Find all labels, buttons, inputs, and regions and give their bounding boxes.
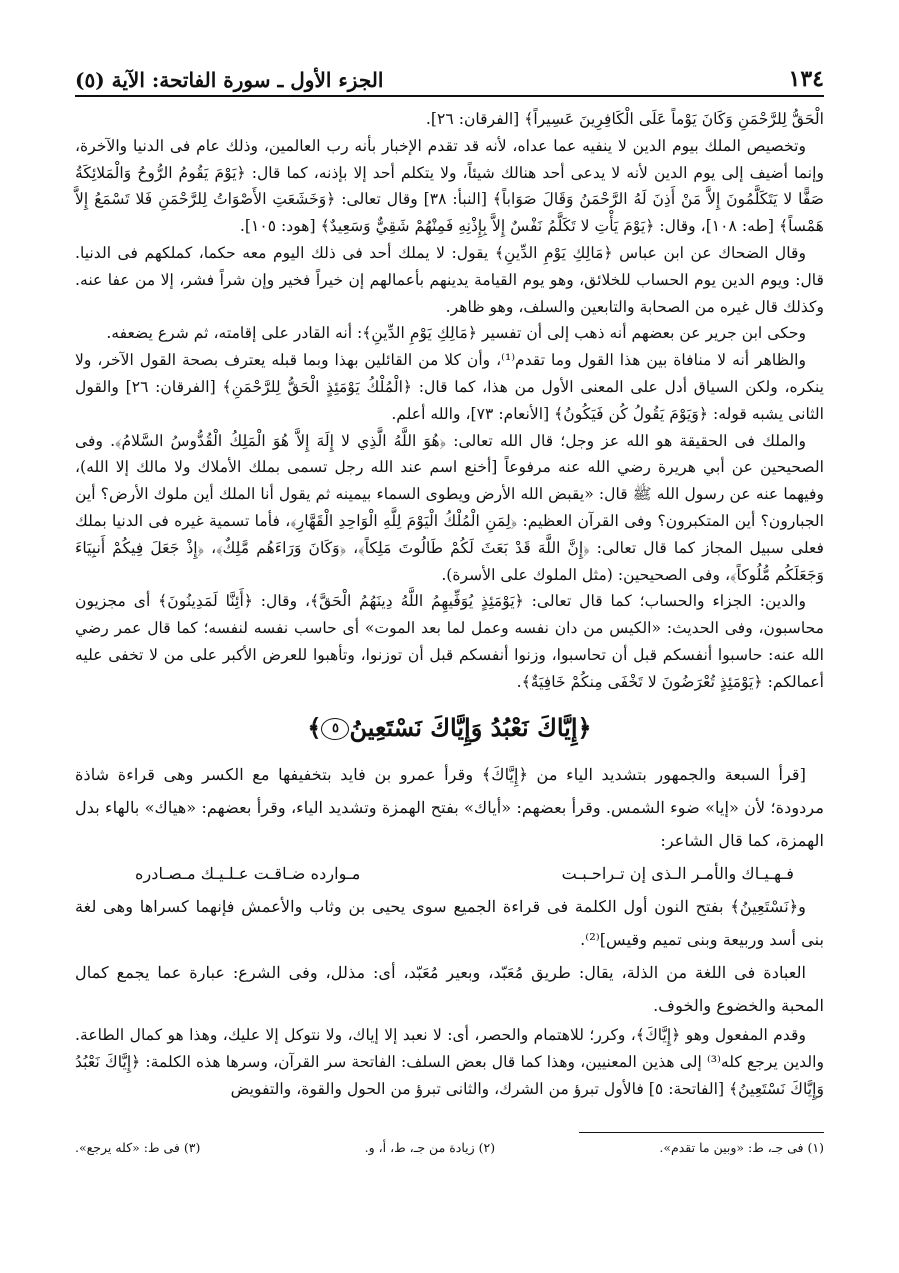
running-title: الجزء الأول ـ سورة الفاتحة: الآية (٥): [75, 68, 384, 92]
footnote-1: (١) فى جـ، ط: «وبين ما تقدم».: [659, 1140, 824, 1155]
paragraph: [قرأ السبعة والجمهور بتشديد الياء من ﴿إِيَّاكَ﴾ وقرأ عمرو بن فايد بتخفيفها مع الكسر وهى قراءة شاذة مردودة؛ لأن «إيا» ضوء الشمس. وقرأ بعضهم: «أياك» بفتح الهمزة وتشديد الياء، وقرأ بعضهم: «هياك» بالهاء بدل الهمزة، كما قال الشاعر:: [75, 764, 824, 850]
verse-number: ٥: [321, 718, 349, 740]
paragraph: والظاهر أنه لا منافاة بين هذا القول وما تقدم⁽¹⁾، وأن كلا من القائلين بهذا وبما قبله يعترف بصحة القول الآخر، ولا ينكره، ولكن السياق أدل على المعنى الأول من هذا، كما قال: ﴿الْمُلْكُ يَوْمَئِذٍ الْحَقُّ لِلرَّحْمَنِ﴾ [الفرقان: ٢٦] والقول الثانى يشبه قوله: ﴿وَيَوْمَ يَقُولُ كُن فَيَكُونُ﴾ [الأنعام: ٧٣]، والله أعلم.: [75, 351, 824, 423]
footnotes: [75, 1140, 824, 1155]
page-number: ١٣٤: [788, 66, 824, 92]
footnote-2: (٢) زيادة من جـ، ط، أ، و.: [364, 1140, 496, 1155]
commentary-section: [75, 758, 824, 1022]
poetry-verse: [75, 857, 824, 890]
verse-heading: [75, 710, 824, 746]
verse-close-bracket: ﴾: [307, 712, 322, 742]
verse-text: ﴿إِيَّاكَ نَعْبُدُ وَإِيَّاكَ نَسْتَعِينُ: [349, 712, 592, 742]
footnote-divider: [579, 1132, 824, 1133]
paragraph: والدين: الجزاء والحساب؛ كما قال تعالى: ﴿يَوْمَئِذٍ يُوَفِّيهِمُ اللَّهُ دِينَهُمُ الْحَقَّ﴾، وقال: ﴿أَئِنَّا لَمَدِينُونَ﴾ أى مجزيون محاسبون، وفى الحديث: «الكيس من دان نفسه وعمل لما بعد الموت» أى حاسب نفسه لنفسه؛ كما قال عمر رضي الله عنه: حاسبوا أنفسكم قبل أن تحاسبوا، وزنوا أنفسكم قبل أن توزنوا، وتأهبوا للعرض الأكبر على من لا تخفى عليه أعمالكم: ﴿يَوْمَئِذٍ تُعْرَضُونَ لا تَخْفَى مِنكُمْ خَافِيَةٌ﴾.: [75, 592, 824, 691]
footnote-3: (٣) فى ط: «كله يرجع».: [75, 1140, 201, 1155]
paragraph: وقدم المفعول وهو ﴿إِيَّاكَ﴾، وكرر؛ للاهتمام والحصر، أى: لا نعبد إلا إياك، ولا نتوكل إلا عليك، وهذا هو كمال الطاعة. والدين يرجع كله⁽³⁾ إلى هذين المعنيين، وهذا كما قال بعض السلف: الفاتحة سر القرآن، وسرها هذه الكلمة: ﴿إِيَّاكَ نَعْبُدُ وَإِيَّاكَ نَسْتَعِينُ﴾ [الفاتحة: ٥] فالأول تبرؤ من الشرك، والثانى تبرؤ من الحول والقوة، والتفويض: [75, 1025, 824, 1098]
main-text: [75, 106, 824, 1103]
hemistich-second: مـوارده ضـاقـت عـلـيـك مـصـادره: [135, 863, 361, 883]
commentary-continued: [75, 1022, 824, 1103]
paragraph: وحكى ابن جرير عن بعضهم أنه ذهب إلى أن تفسير ﴿مَالِكِ يَوْمِ الدِّينِ﴾: أنه القادر على إقامته، ثم شرع يضعفه.: [106, 324, 806, 343]
paragraph: و﴿نَسْتَعِينُ﴾ بفتح النون أول الكلمة فى قراءة الجميع سوى يحيى بن وثاب والأعمش فإنهما كسراها وهى لغة بنى أسد وربيعة وبنى تميم وقيس]⁽²⁾.: [75, 896, 824, 949]
paragraph: العبادة فى اللغة من الذلة، يقال: طريق مُعَبّد، وبعير مُعَبّد، أى: مذلل، وفى الشرع: عبارة عما يجمع كمال المحبة والخضوع والخوف.: [75, 962, 824, 1015]
hemistich-first: فـهـيـاك والأمـر الـذى إن تـراحـبـت: [561, 863, 794, 883]
running-header: [75, 62, 824, 97]
paragraph: الْحَقُّ لِلرَّحْمَنِ وَكَانَ يَوْماً عَلَى الْكَافِرِينَ عَسِيراً﴾ [الفرقان: ٢٦].: [425, 110, 824, 128]
paragraph: وقال الضحاك عن ابن عباس ﴿مَالِكِ يَوْمِ الدِّينِ﴾ يقول: لا يملك أحد فى ذلك اليوم معه حكما، كملكهم فى الدنيا. قال: ويوم الدين يوم الحساب للخلائق، وهو يوم القيامة يدينهم بأعمالهم إن خيراً فخير وإن شراً فشر، إلا من عفا عنه. وكذلك قال غيره من الصحابة والتابعين والسلف، وهو ظاهر.: [75, 243, 824, 316]
paragraph: والملك فى الحقيقة هو الله عز وجل؛ قال الله تعالى: ﴿هُوَ اللَّهُ الَّذِي لا إِلَهَ إِلاَّ هُوَ الْمَلِكُ الْقُدُّوسُ السَّلامُ﴾. وفى الصحيحين عن أبي هريرة رضي الله عنه مرفوعاً [أخنع اسم عند الله رجل تسمى بملك الأملاك ولا مالك إلا الله)، وفيهما عنه عن رسول الله ﷺ قال: «يقبض الله الأرض ويطوى السماء بيمينه ثم يقول أنا الملك أين ملوك الأرض؟ أين الجبارون؟ أين المتكبرون؟ وفى القرآن العظيم: ﴿لِمَنِ الْمُلْكُ الْيَوْمَ لِلَّهِ الْوَاحِدِ الْقَهَّارِ﴾، فأما تسمية غيره فى الدنيا بملك فعلى سبيل المجاز كما قال تعالى: ﴿إِنَّ اللَّهَ قَدْ بَعَثَ لَكُمْ طَالُوتَ مَلِكاً﴾، ﴿وَكَانَ وَرَاءَهُم مَّلِكٌ﴾، ﴿إِذْ جَعَلَ فِيكُمْ أَنبِيَاءَ وَجَعَلَكُم مُّلُوكاً﴾، وفى الصحيحين: (مثل الملوك على الأسرة).: [75, 431, 824, 584]
paragraph: وتخصيص الملك بيوم الدين لا ينفيه عما عداه، لأنه قد تقدم الإخبار بأنه رب العالمين، وذلك عام فى الدنيا والآخرة، وإنما أضيف إلى يوم الدين لأنه لا يدعى أحد هنالك شيئاً، ولا يتكلم أحد إلا بإذنه، كما قال: ﴿يَوْمَ يَقُومُ الرُّوحُ وَالْمَلائِكَةُ صَفًّا لا يَتَكَلَّمُونَ إِلاَّ مَنْ أَذِنَ لَهُ الرَّحْمَنُ وَقَالَ صَوَاباً﴾ [النبأ: ٣٨] وقال تعالى: ﴿وَخَشَعَتِ الأَصْوَاتُ لِلرَّحْمَنِ فَلا تَسْمَعُ إِلاَّ هَمْساً﴾ [طه: ١٠٨]، وقال: ﴿يَوْمَ يَأْتِ لا تَكَلَّمُ نَفْسٌ إِلاَّ بِإِذْنِهِ فَمِنْهُمْ شَقِيٌّ وَسَعِيدٌ﴾ [هود: ١٠٥].: [75, 136, 824, 236]
